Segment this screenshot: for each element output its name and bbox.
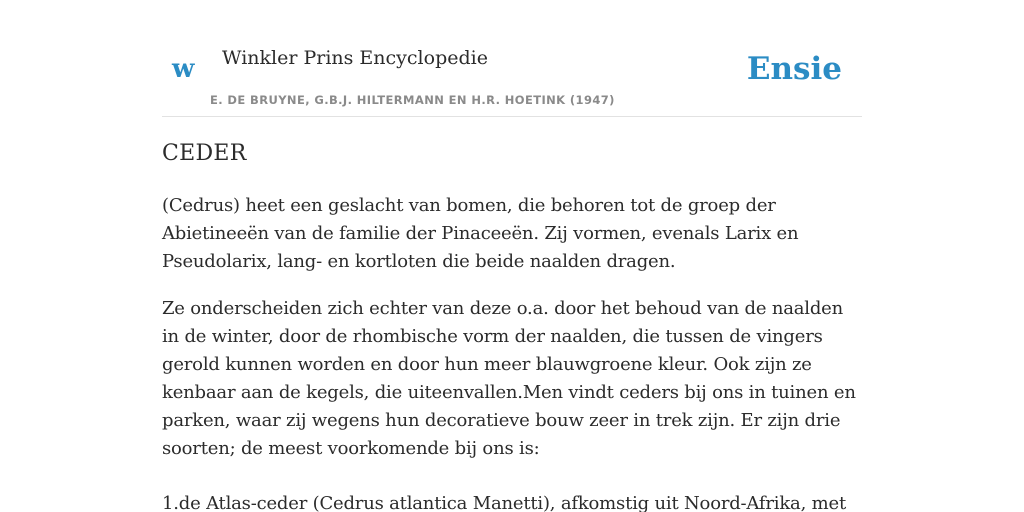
article [162, 136, 862, 512]
site-header [162, 0, 862, 117]
publication-logo[interactable]: w [172, 54, 195, 84]
article-paragraph: Ze onderscheiden zich echter van deze o.a. door het behoud van de naalden in de winter, door de rhombische vorm der naalden, die tussen de vingers gerold kunnen worden en door hun meer blauwgroene kleur. Ook zijn ze kenbaar aan de kegels, die uiteenvallen.Men vindt ceders bij ons in tuinen en parken, waar zij wegens hun decoratieve bouw zeer in trek zijn. Er zijn drie soorten; de meest voorkomende bij ons is: [162, 298, 856, 459]
article-title: CEDER [162, 141, 247, 166]
ensie-logo[interactable]: Ensie [746, 51, 842, 87]
publication-title[interactable]: Winkler Prins Encyclopedie [222, 47, 488, 69]
article-paragraph: (Cedrus) heet een geslacht van bomen, die behoren tot de groep der Abietineeën van de familie der Pinaceeën. Zij vormen, evenals Larix en Pseudolarix, lang- en kortloten die beide naalden dragen. [162, 195, 799, 272]
publication-authors: E. DE BRUYNE, G.B.J. HILTERMANN EN H.R. HOETINK (1947) [210, 93, 615, 107]
article-paragraph: 1.de Atlas-ceder (Cedrus atlantica Manetti), afkomstig uit Noord-Afrika, met [162, 493, 846, 512]
